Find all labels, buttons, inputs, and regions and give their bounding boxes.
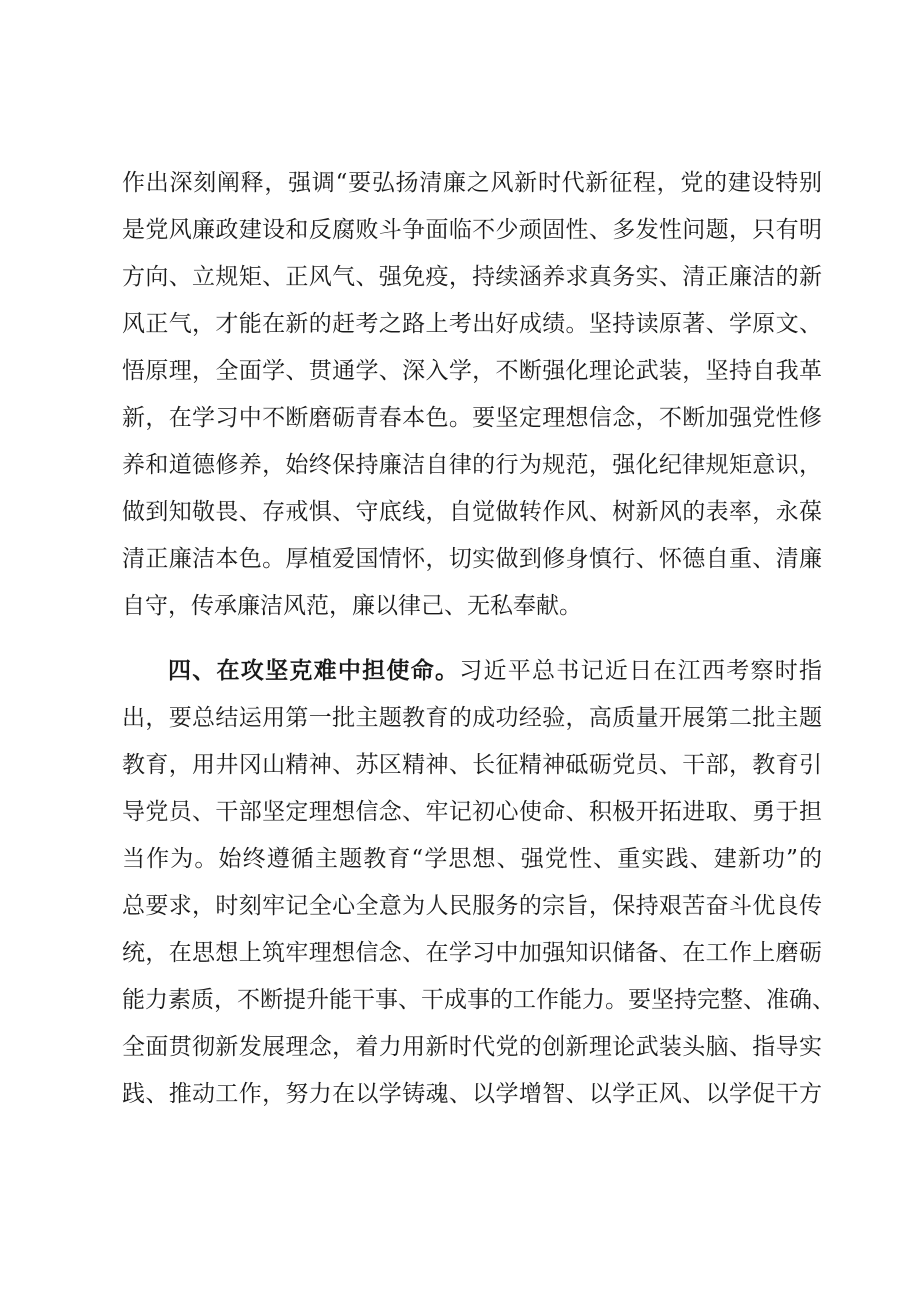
text-line: 当作为。始终遵循主题教育“学思想、强党性、重实践、建新功”的 bbox=[122, 846, 822, 872]
text-line: 是党风廉政建设和反腐败斗争面临不少顽固性、多发性问题，只有明 bbox=[122, 217, 822, 243]
text-line: 悟原理，全面学、贯通学、深入学，不断强化理论武装，坚持自我革 bbox=[122, 358, 822, 384]
text-line: 全面贯彻新发展理念，着力用新时代党的创新理论武装头脑、指导实 bbox=[122, 1034, 822, 1060]
text-line: 做到知敬畏、存戒惧、守底线，自觉做转作风、树新风的表率，永葆 bbox=[122, 499, 822, 525]
text-line: 风正气，才能在新的赶考之路上考出好成绩。坚持读原著、学原文、 bbox=[122, 311, 822, 337]
text-line: 清正廉洁本色。厚植爱国情怀，切实做到修身慎行、怀德自重、清廉 bbox=[122, 546, 822, 572]
text-line: 总要求，时刻牢记全心全意为人民服务的宗旨，保持艰苦奋斗优良传 bbox=[122, 893, 822, 919]
text-line: 作出深刻阐释，强调“要弘扬清廉之风新时代新征程，党的建设特别 bbox=[122, 170, 822, 196]
text-line: 教育，用井冈山精神、苏区精神、长征精神砥砺党员、干部，教育引 bbox=[122, 752, 822, 778]
text-line: 践、推动工作，努力在以学铸魂、以学增智、以学正风、以学促干方 bbox=[122, 1081, 822, 1107]
heading-line bbox=[168, 651, 822, 691]
text-line: 出，要总结运用第一批主题教育的成功经验，高质量开展第二批主题 bbox=[122, 705, 822, 731]
text-line: 新，在学习中不断磨砺青春本色。要坚定理想信念，不断加强党性修 bbox=[122, 405, 822, 431]
text-line: 能力素质，不断提升能干事、干成事的工作能力。要坚持完整、准确、 bbox=[122, 987, 835, 1013]
heading-line-text: 习近平总书记近日在江西考察时指 bbox=[459, 658, 823, 684]
text-line: 方向、立规矩、正风气、强免疫，持续涵养求真务实、清正廉洁的新 bbox=[122, 264, 822, 290]
text-line: 养和道德修养，始终保持廉洁自律的行为规范，强化纪律规矩意识， bbox=[122, 452, 822, 478]
text-line: 自守，传承廉洁风范，廉以律己、无私奉献。 bbox=[122, 593, 582, 619]
text-line: 统，在思想上筑牢理想信念、在学习中加强知识储备、在工作上磨砺 bbox=[122, 940, 822, 966]
text-line: 导党员、干部坚定理想信念、牢记初心使命、积极开拓进取、勇于担 bbox=[122, 799, 822, 825]
section-heading: 四、在攻坚克难中担使命。 bbox=[168, 658, 460, 684]
